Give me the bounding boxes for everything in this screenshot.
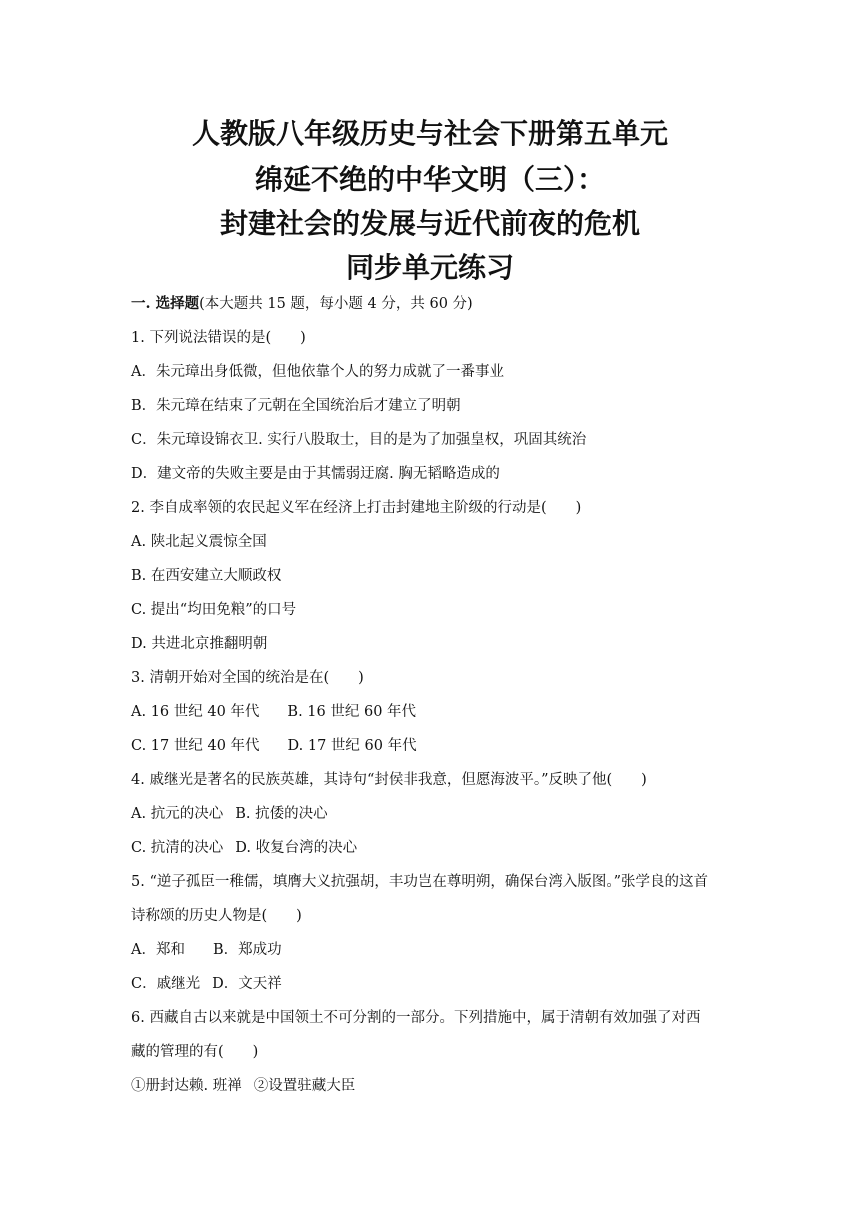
- q2-option-d: D. 共进北京推翻明朝: [131, 636, 268, 652]
- q2-stem: 2. 李自成率领的农民起义军在经济上打击封建地主阶级的行动是( ): [131, 500, 582, 516]
- q4-option-d: D. 收复台湾的决心: [235, 840, 358, 856]
- q1-option-d: D．建文帝的失败主要是由于其懦弱迂腐. 胸无韬略造成的: [131, 466, 500, 482]
- q4-option-c: C. 抗清的决心: [131, 840, 224, 856]
- q1-option-b: B．朱元璋在结束了元朝在全国统治后才建立了明朝: [131, 398, 461, 414]
- q3-option-a: A. 16 世纪 40 年代: [131, 704, 260, 720]
- q5-option-a: A．郑和: [131, 942, 185, 958]
- q4-option-a: A. 抗元的决心: [131, 806, 224, 822]
- title-line-4: 同步单元练习: [345, 251, 514, 284]
- q6-stem-line-1: 6. 西藏自古以来就是中国领土不可分割的一部分。下列措施中，属于清朝有效加强了对西: [131, 1010, 701, 1026]
- q1-option-c: C．朱元璋设锦衣卫. 实行八股取士，目的是为了加强皇权，巩固其统治: [131, 432, 587, 448]
- title-line-1: 人教版八年级历史与社会下册第五单元: [191, 117, 668, 150]
- q2-option-c: C. 提出“均田免粮”的口号: [131, 602, 297, 618]
- section-heading: [131, 292, 473, 313]
- q6-item-1: ①册封达赖. 班禅: [131, 1078, 242, 1094]
- q1-stem: 1. 下列说法错误的是( ): [131, 330, 306, 346]
- q2-option-a: A. 陕北起义震惊全国: [131, 534, 267, 550]
- q4-stem: 4. 戚继光是著名的民族英雄，其诗句“封侯非我意，但愿海波平。”反映了他( ): [131, 772, 647, 788]
- q4-options-ab: [131, 802, 328, 823]
- q3-stem: 3. 清朝开始对全国的统治是在( ): [131, 670, 364, 686]
- q1-option-a: A．朱元璋出身低微，但他依靠个人的努力成就了一番事业: [131, 364, 504, 380]
- q3-options-ab: [131, 700, 416, 721]
- q3-option-d: D. 17 世纪 60 年代: [287, 738, 417, 754]
- q3-option-c: C. 17 世纪 40 年代: [131, 738, 260, 754]
- q5-stem-line-1: 5. “逆子孤臣一稚儒，填膺大义抗强胡，丰功岂在尊明朔，确保台湾入版图。”张学良的这首: [131, 874, 709, 890]
- q5-option-d: D．文天祥: [212, 976, 282, 992]
- q3-options-cd: [131, 734, 417, 755]
- q5-option-b: B．郑成功: [212, 942, 282, 958]
- title-line-3: 封建社会的发展与近代前夜的危机: [219, 207, 640, 240]
- q5-options-ab: [131, 938, 282, 959]
- q6-stem-line-2: 藏的管理的有( ): [131, 1044, 259, 1060]
- q4-options-cd: [131, 836, 357, 857]
- q5-options-cd: [131, 972, 282, 993]
- q6-items: [131, 1074, 355, 1095]
- q3-option-b: B. 16 世纪 60 年代: [287, 704, 417, 720]
- section-note: (本大题共 15 题，每小题 4 分，共 60 分): [199, 296, 473, 312]
- q2-option-b: B. 在西安建立大顺政权: [131, 568, 282, 584]
- q6-item-2: ②设置驻藏大臣: [253, 1078, 356, 1094]
- q5-option-c: C．戚继光: [131, 976, 201, 992]
- section-label: 一. 选择题: [131, 295, 200, 312]
- title-line-2: 绵延不绝的中华文明（三）：: [254, 163, 605, 196]
- q4-option-b: B. 抗倭的决心: [235, 806, 328, 822]
- q5-stem-line-2: 诗称颂的历史人物是( ): [131, 908, 302, 924]
